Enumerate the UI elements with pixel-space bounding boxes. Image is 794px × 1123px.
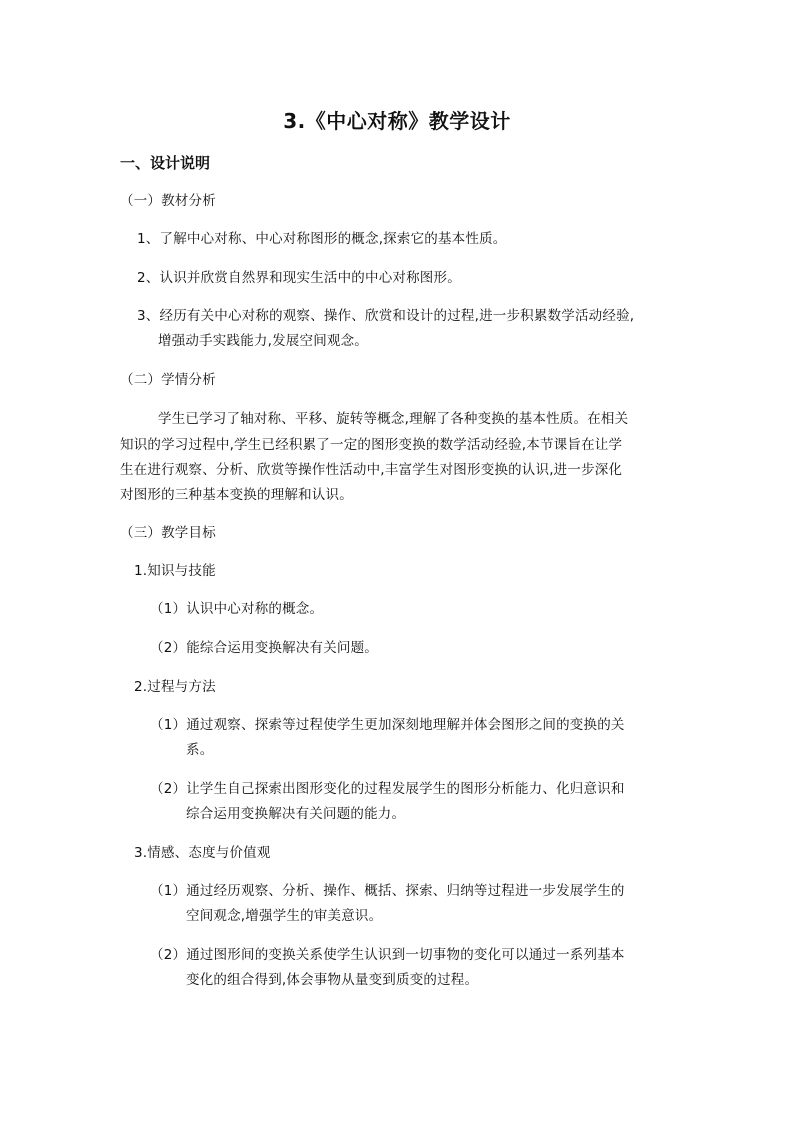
paragraph-line: 生在进行观察、分析、欣赏等操作性活动中,丰富学生对图形变换的认识,进一步深化 [120,462,623,478]
list-item: （2）让学生自己探索出图形变化的过程发展学生的图形分析能力、化归意识和 [150,781,625,797]
section-heading: 一、设计说明 [120,154,211,172]
list-item: （1）通过经历观察、分析、操作、概括、探索、归纳等过程进一步发展学生的 [150,883,625,899]
list-item-continuation: 变化的组合得到,体会事物从量变到质变的过程。 [186,972,479,988]
list-item: （2）通过图形间的变换关系使学生认识到一切事物的变化可以通过一系列基本 [150,947,625,963]
list-item: 2、认识并欣赏自然界和现实生活中的中心对称图形。 [137,270,461,286]
subsection-heading: （二）学情分析 [120,372,216,388]
paragraph-line: 知识的学习过程中,学生已经积累了一定的图形变换的数学活动经验,本节课旨在让学 [120,437,623,453]
list-item: 1、了解中心对称、中心对称图形的概念,探索它的基本性质。 [137,231,507,247]
goal-heading: 3.情感、态度与价值观 [134,845,271,861]
document-title: 3.《中心对称》教学设计 [283,109,511,133]
list-item-continuation: 空间观念,增强学生的审美意识。 [186,908,383,924]
subsection-heading: （一）教材分析 [120,193,216,209]
goal-heading: 1.知识与技能 [134,563,216,579]
list-item-continuation: 综合运用变换解决有关问题的能力。 [186,806,406,822]
list-item-continuation: 增强动手实践能力,发展空间观念。 [158,333,368,349]
list-item-continuation: 系。 [186,742,214,758]
list-item: （2）能综合运用变换解决有关问题。 [150,640,378,656]
list-item: （1）认识中心对称的概念。 [150,601,324,617]
paragraph-line: 学生已学习了轴对称、平移、旋转等概念,理解了各种变换的基本性质。在相关 [158,411,629,427]
subsection-heading: （三）教学目标 [120,525,216,541]
list-item: 3、经历有关中心对称的观察、操作、欣赏和设计的过程,进一步积累数学活动经验, [137,308,635,324]
paragraph-line: 对图形的三种基本变换的理解和认识。 [120,487,353,503]
goal-heading: 2.过程与方法 [134,679,216,695]
list-item: （1）通过观察、探索等过程使学生更加深刻地理解并体会图形之间的变换的关 [150,717,625,733]
